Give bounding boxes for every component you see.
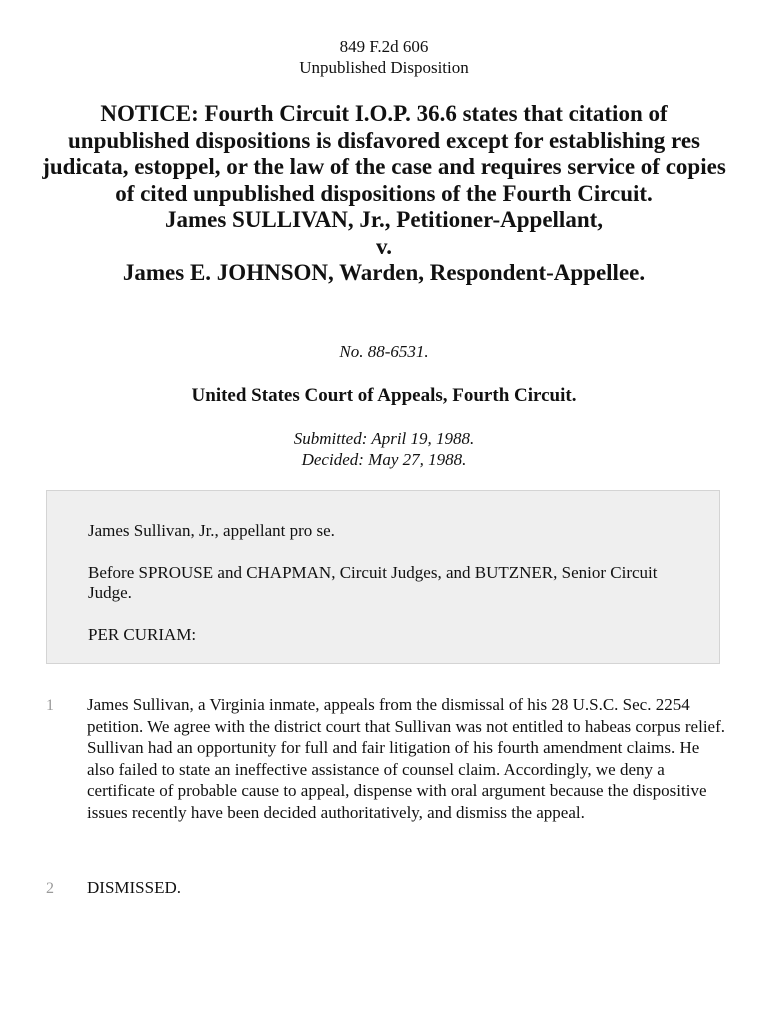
case-dates	[0, 428, 768, 470]
counsel-line: James Sullivan, Jr., appellant pro se.	[88, 521, 335, 540]
summary-box	[46, 490, 720, 664]
paragraph-text: DISMISSED.	[87, 878, 181, 897]
per-curiam-label: PER CURIAM:	[88, 625, 197, 644]
decided-date: Decided: May 27, 1988.	[301, 450, 467, 469]
docket-number: No. 88-6531.	[339, 342, 429, 361]
paragraph-text: James Sullivan, a Virginia inmate, appeals from the dismissal of his 28 U.S.C. Sec. 2254 petition. We agree with the district court that Sullivan was not entitled to habeas corpus relief. Sullivan had an opportunity for full and fair litigation of his fourth amendment claims. He also failed to state an ineffective assistance of counsel claim. Accordingly, we deny a certificate of probable cause to appeal, dispense with oral argument because the dispositive issues recently have been decided authoritatively, and dismiss the appeal.	[87, 695, 726, 822]
appellee-name: James E. JOHNSON, Warden, Respondent-Appellee.	[122, 260, 646, 285]
notice-text: NOTICE: Fourth Circuit I.O.P. 36.6 states that citation of unpublished dispositions is disfavored except for establishing res judicata, estoppel, or the law of the case and requires service of copies of cited unpublished dispositions of the Fourth Circuit.	[42, 101, 726, 206]
court-name: United States Court of Appeals, Fourth Circuit.	[191, 385, 577, 406]
citation-block	[0, 36, 768, 78]
versus-text: v.	[376, 233, 392, 259]
submitted-date: Submitted: April 19, 1988.	[293, 429, 475, 448]
appellant-name: James SULLIVAN, Jr., Petitioner-Appellant,	[164, 207, 604, 232]
disposition-label: Unpublished Disposition	[299, 58, 469, 77]
paragraph-number: 1	[46, 697, 54, 714]
case-heading	[40, 101, 728, 287]
panel-line: Before SPROUSE and CHAPMAN, Circuit Judges, and BUTZNER, Senior Circuit Judge.	[88, 563, 658, 602]
reporter-citation: 849 F.2d 606	[339, 37, 429, 56]
paragraph-number: 2	[46, 880, 54, 897]
